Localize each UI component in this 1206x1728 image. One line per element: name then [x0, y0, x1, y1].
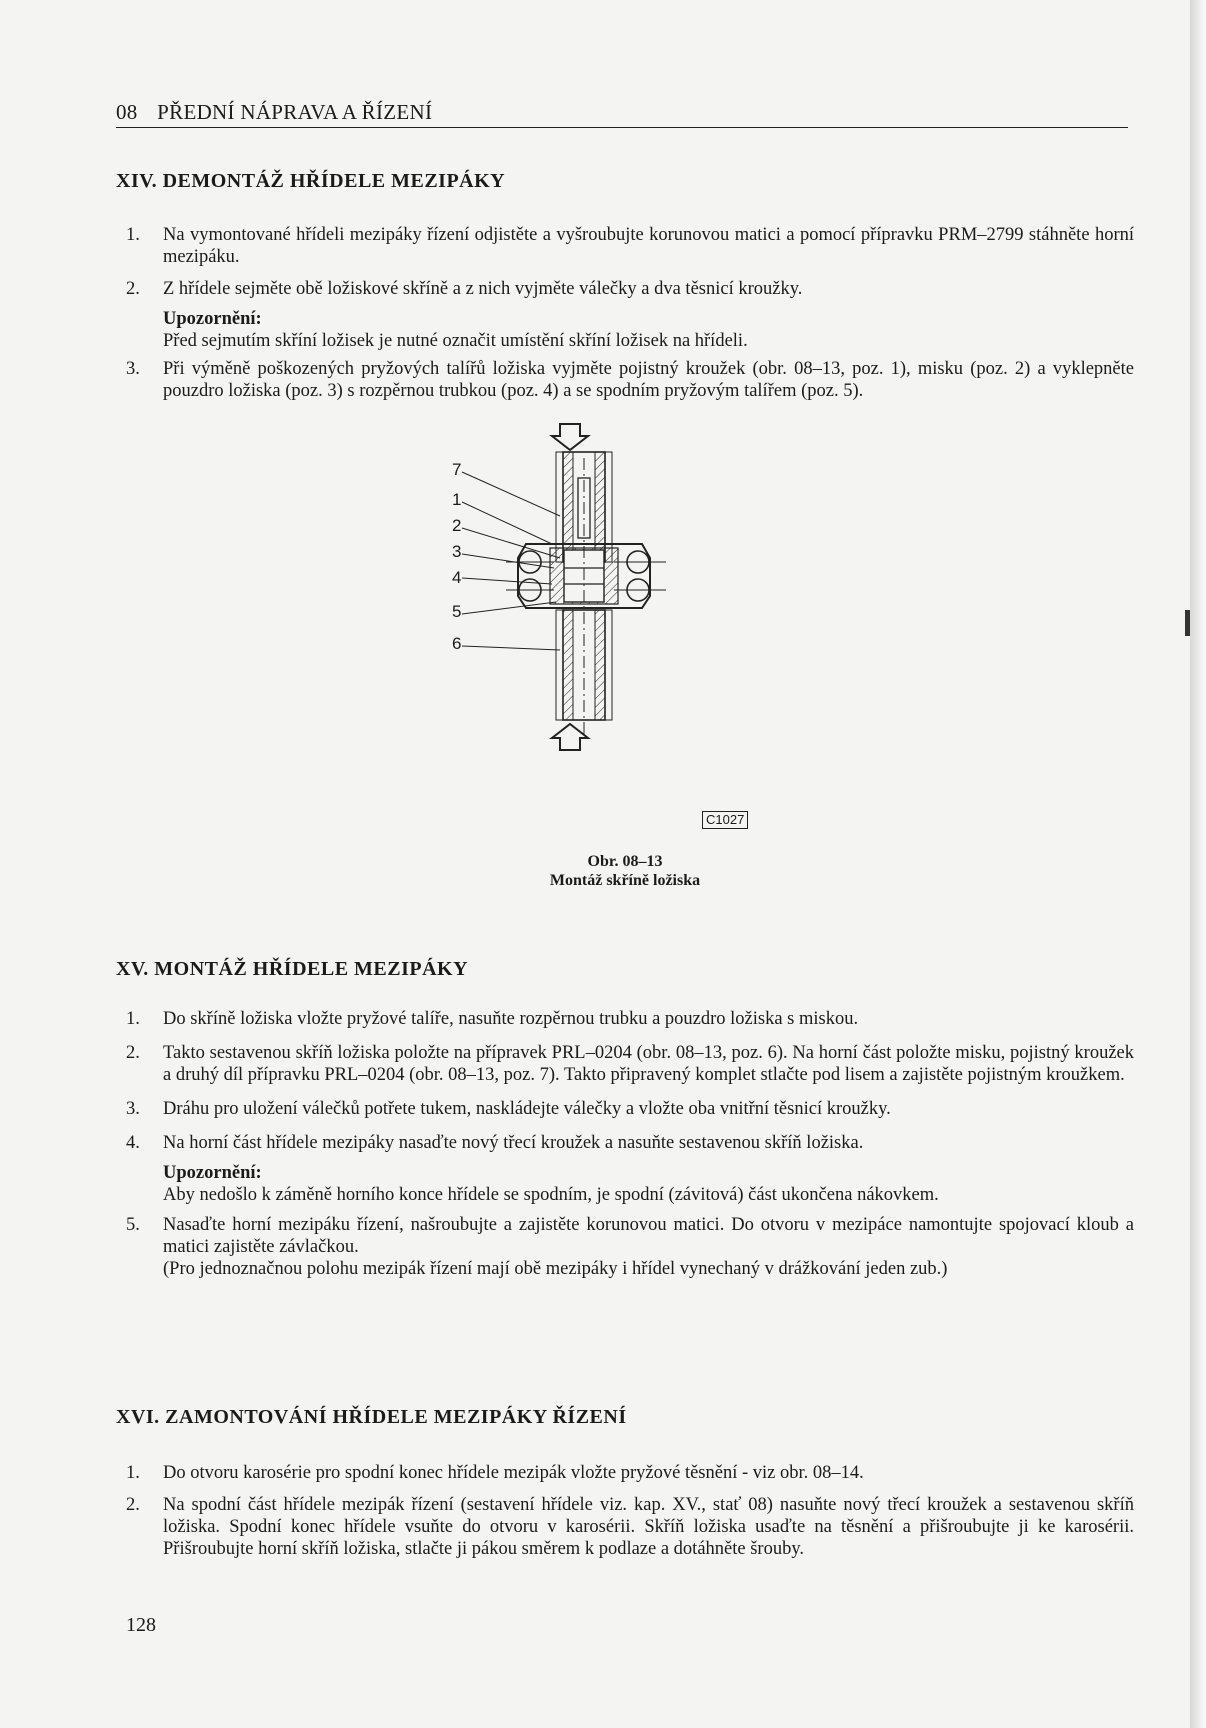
- note-text: Před sejmutím skříní ložisek je nutné označit umístění skříní ložisek na hřídeli.: [163, 331, 748, 351]
- item-number: 2.: [126, 279, 140, 299]
- list-item: [116, 1042, 1134, 1086]
- section-xvi-body: [116, 1462, 1134, 1560]
- section-xiv-body: [116, 224, 1134, 402]
- list-item: [116, 1462, 1134, 1484]
- item-text: Dráhu pro uložení válečků potřete tukem, naskládejte válečky a vložte oba vnitřní těsnicí kroužky.: [163, 1099, 891, 1119]
- list-item: [116, 1098, 1134, 1120]
- press-arrow-down-icon: [552, 424, 588, 450]
- section-title-xv: XV. MONTÁŽ HŘÍDELE MEZIPÁKY: [116, 958, 469, 980]
- item-text: Nasaďte horní mezipáku řízení, našroubujte a zajistěte korunovou matici. Do otvoru v mezipáce namontujte spojovací kloub a matici zajistěte závlačkou.: [163, 1215, 1134, 1257]
- callout-2: 2: [452, 516, 462, 535]
- list-item: [116, 358, 1134, 402]
- callout-6: 6: [452, 634, 462, 653]
- section-xv-body: [116, 1008, 1134, 1280]
- callout-1: 1: [452, 490, 462, 509]
- chapter-number: 08: [116, 100, 138, 124]
- item-number: 1.: [126, 225, 140, 245]
- list-item: [116, 224, 1134, 268]
- item-number: 1.: [126, 1009, 140, 1029]
- figure-caption: [520, 852, 730, 890]
- chapter-title: PŘEDNÍ NÁPRAVA A ŘÍZENÍ: [157, 100, 433, 124]
- binding-mark: [1185, 610, 1190, 636]
- item-text: Na vymontované hřídeli mezipáky řízení odjistěte a vyšroubujte korunovou matici a pomocí přípravku PRM–2799 stáhněte horní mezipáku.: [163, 225, 1134, 267]
- list-item: [116, 1494, 1134, 1560]
- item-number: 3.: [126, 359, 140, 379]
- item-text: Při výměně poškozených pryžových talířů ložiska vyjměte pojistný kroužek (obr. 08–13, poz. 1), misku (poz. 2) a vyklepněte pouzdro ložiska (poz. 3) s rozpěrnou trubkou (poz. 4) a se spodním pryžovým talířem (poz. 5).: [163, 359, 1134, 401]
- item-number: 5.: [126, 1215, 140, 1235]
- outer-tool-sleeve: [556, 452, 563, 562]
- item-text-continued: (Pro jednoznačnou polohu mezipák řízení mají obě mezipáky i hřídel vynechaný v drážkování jeden zub.): [163, 1259, 948, 1279]
- callout-4: 4: [452, 568, 462, 587]
- note-heading: Upozornění:: [163, 309, 262, 329]
- callout-5: 5: [452, 602, 462, 621]
- section-title-xiv: XIV. DEMONTÁŽ HŘÍDELE MEZIPÁKY: [116, 170, 506, 192]
- figure-bearing-assembly: [452, 418, 800, 838]
- figure-title: Montáž skříně ložiska: [549, 872, 701, 889]
- item-number: 3.: [126, 1099, 140, 1119]
- item-text: Do otvoru karosérie pro spodní konec hřídele mezipák vložte pryžové těsnění - viz obr. 08–14.: [163, 1463, 864, 1483]
- note: [116, 308, 1134, 352]
- note: [116, 1162, 1134, 1206]
- item-number: 2.: [126, 1043, 140, 1063]
- item-number: 4.: [126, 1133, 140, 1153]
- item-number: 1.: [126, 1463, 140, 1483]
- note-heading: Upozornění:: [163, 1163, 262, 1183]
- item-text: Na horní část hřídele mezipáky nasaďte nový třecí kroužek a nasuňte sestavenou skříň ložiska.: [163, 1133, 864, 1153]
- support-arrow-up-icon: [552, 724, 588, 750]
- item-number: 2.: [126, 1495, 140, 1515]
- callout-3: 3: [452, 542, 462, 561]
- binding-edge: [1190, 0, 1206, 1728]
- page-number: 128: [126, 1614, 156, 1636]
- callout-7: 7: [452, 460, 462, 479]
- figure-code: C1027: [702, 811, 748, 829]
- list-item: [116, 278, 1134, 300]
- note-text: Aby nedošlo k záměně horního konce hřídele se spodním, je spodní (závitová) část ukončena nákovkem.: [163, 1185, 939, 1205]
- list-item: [116, 1132, 1134, 1154]
- list-item: [116, 1214, 1134, 1280]
- running-header: [116, 100, 1128, 128]
- figure-number: Obr. 08–13: [587, 853, 663, 870]
- bearing-diagram: [460, 418, 800, 838]
- list-item: [116, 1008, 1134, 1030]
- item-text: Do skříně ložiska vložte pryžové talíře, nasuňte rozpěrnou trubku a pouzdro ložiska s miskou.: [163, 1009, 859, 1029]
- item-text: Takto sestavenou skříň ložiska položte na přípravek PRL–0204 (obr. 08–13, poz. 6). Na horní část položte misku, pojistný kroužek a druhý díl přípravku PRL–0204 (obr. 08–13, poz. 7). Takto připravený komplet stlačte pod lisem a zajistěte pojistným kroužkem.: [163, 1043, 1134, 1085]
- item-text: Na spodní část hřídele mezipák řízení (sestavení hřídele viz. kap. XV., stať 08) nasuňte nový třecí kroužek a sestavenou skříň ložiska. Spodní konec hřídele vsuňte do otvoru v karosérii. Skříň ložiska usaďte na těsnění a přišroubujte ji ke karosérii. Přišroubujte horní skříň ložiska, stlačte ji pákou směrem k podlaze a dotáhněte šrouby.: [163, 1495, 1134, 1559]
- item-text: Z hřídele sejměte obě ložiskové skříně a z nich vyjměte válečky a dva těsnicí kroužky.: [163, 279, 803, 299]
- section-title-xvi: XVI. ZAMONTOVÁNÍ HŘÍDELE MEZIPÁKY ŘÍZENÍ: [116, 1406, 627, 1428]
